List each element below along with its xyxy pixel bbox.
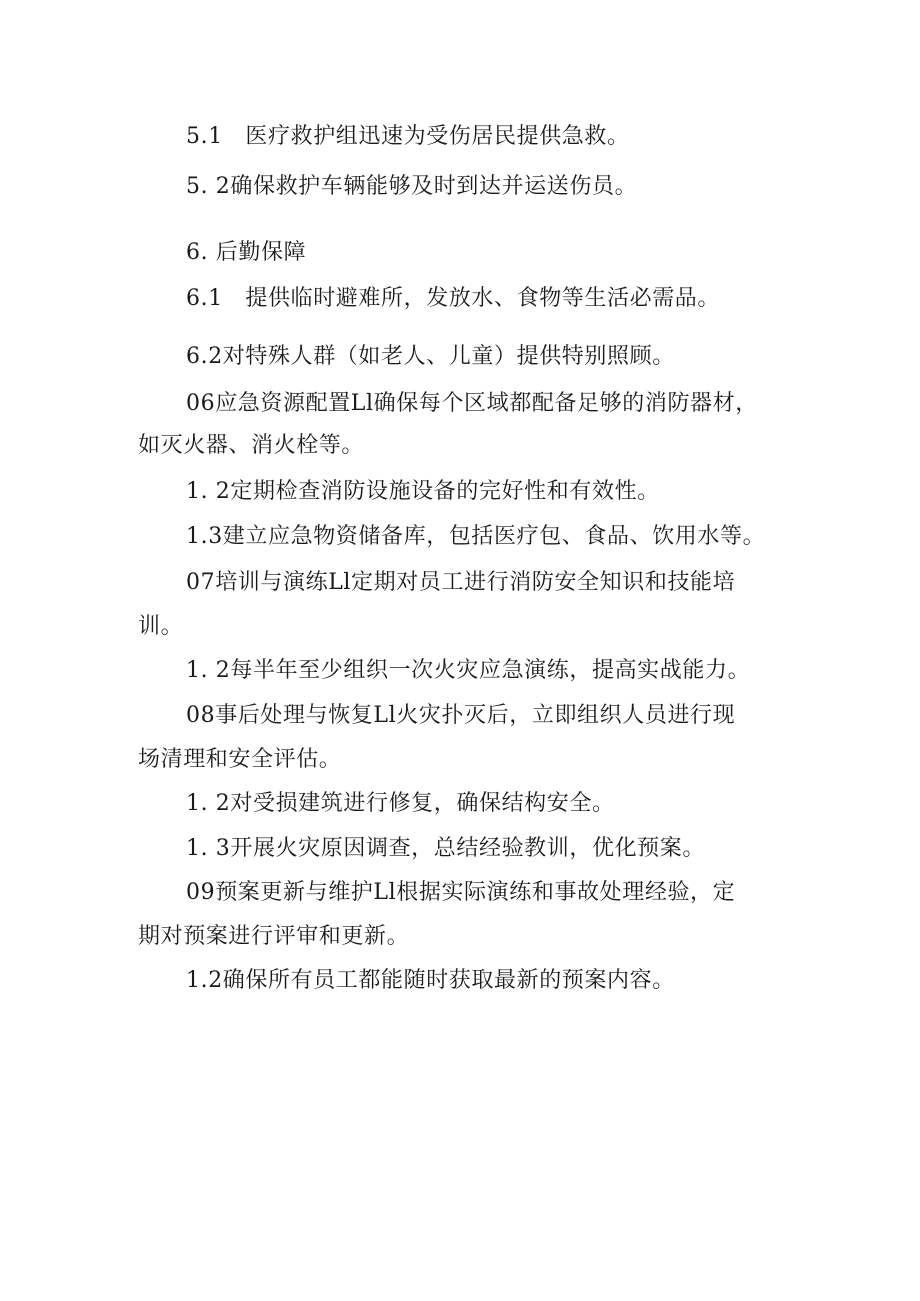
text-line: 1. 2每半年至少组织一次火灾应急演练，提高实战能力。 bbox=[186, 658, 751, 683]
text-line: 5. 2确保救护车辆能够及时到达并运送伤员。 bbox=[186, 174, 638, 199]
text-line: 5.1 医疗救护组迅速为受伤居民提供急救。 bbox=[186, 124, 630, 149]
text-line: 08事后处理与恢复Ll火灾扑灭后，立即组织人员进行现 bbox=[186, 703, 736, 728]
text-line: 1. 2定期检查消防设施设备的完好性和有效性。 bbox=[186, 479, 660, 504]
text-line: 训。 bbox=[138, 614, 184, 639]
text-line: 1. 3开展火灾原因调查，总结经验教训，优化预案。 bbox=[186, 836, 705, 861]
text-line: 6.1 提供临时避难所，发放水、食物等生活必需品。 bbox=[186, 286, 720, 311]
text-line: 1.2确保所有员工都能随时获取最新的预案内容。 bbox=[186, 968, 675, 993]
text-line: 期对预案进行评审和更新。 bbox=[138, 924, 410, 949]
text-line: 1. 2对受损建筑进行修复，确保结构安全。 bbox=[186, 791, 615, 816]
section-heading: 6. 后勤保障 bbox=[186, 240, 307, 265]
text-line: 如灭火器、消火栓等。 bbox=[138, 433, 365, 458]
text-line: 06应急资源配置Ll确保每个区域都配备足够的消防器材， bbox=[186, 391, 758, 416]
text-line: 07培训与演练Ll定期对员工进行消防安全知识和技能培 bbox=[186, 570, 736, 595]
text-line: 场清理和安全评估。 bbox=[138, 747, 342, 772]
text-line: 1.3建立应急物资储备库，包括医疗包、食品、饮用水等。 bbox=[186, 524, 766, 549]
text-line: 09预案更新与维护Ll根据实际演练和事故处理经验，定 bbox=[186, 880, 736, 905]
text-line: 6.2对特殊人群（如老人、儿童）提供特别照顾。 bbox=[186, 344, 675, 369]
